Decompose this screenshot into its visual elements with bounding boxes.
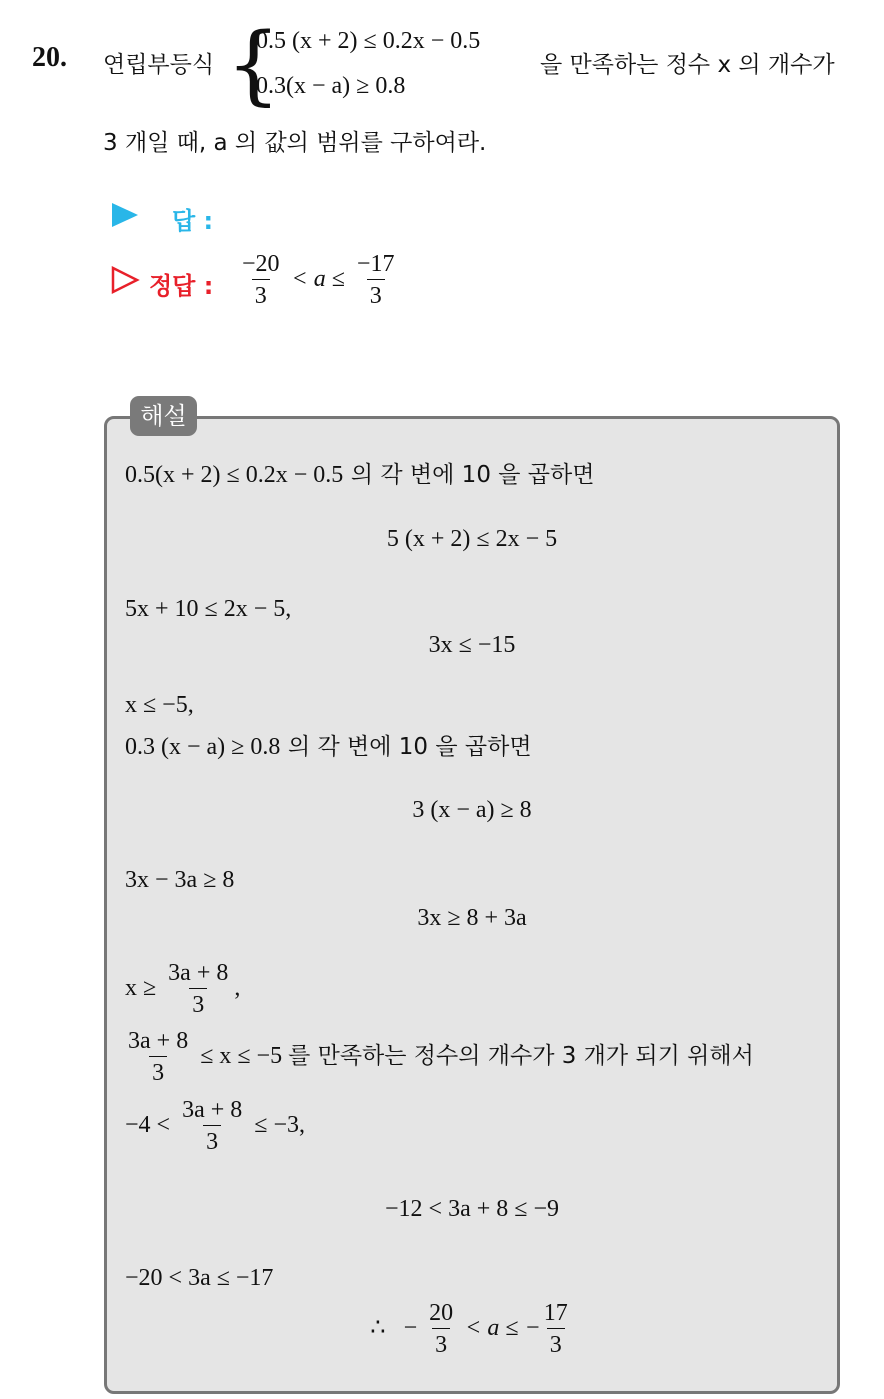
solution-line-14: −20 < 3a ≤ −17 [125, 1265, 274, 1291]
system-line-2: 0.3(x − a) ≥ 0.8 [256, 73, 406, 99]
correct-triangle-icon [110, 265, 140, 299]
solution-line-3: 5x + 10 ≤ 2x − 5, [125, 596, 292, 622]
solution-line-9: 3x ≥ 8 + 3a [417, 905, 527, 931]
solution-line-1: 0.5(x + 2) ≤ 0.2x − 0.5 의 각 변에 10 을 곱하면 [125, 462, 595, 488]
solution-line-8: 3x − 3a ≥ 8 [125, 867, 235, 893]
solution-line-7: 3 (x − a) ≥ 8 [412, 797, 532, 823]
system-brace: { [226, 15, 281, 115]
problem-stem-line2: 3 개일 때, a 의 값의 범위를 구하여라. [103, 130, 487, 156]
correct-answer [236, 249, 400, 312]
solution-tag: 해설 [130, 396, 197, 436]
solution-line-13: −12 < 3a + 8 ≤ −9 [385, 1196, 559, 1222]
answer-row [110, 200, 140, 234]
correct-left-den: 3 [252, 279, 270, 312]
answer-label: 답 : [172, 207, 214, 235]
solution-line-11: $\frac{3a + 8}{3}$ ≤ x ≤ −5 를 만족하는 정수의 개수가 3 개가 되기 위해서 [125, 1026, 754, 1089]
problem-intro: 연립부등식 [103, 52, 215, 78]
correct-right-den: 3 [367, 279, 385, 312]
solution-line-10: x ≥ $\frac{3a + 8}{3}$ , [125, 958, 240, 1021]
solution-line-15: ∴ − $\frac{20}{3}$ < a ≤ − $\frac{17}{3}$ [104, 1298, 840, 1361]
solution-line-12: −4 < $\frac{3a + 8}{3}$ ≤ −3, [125, 1095, 305, 1158]
solution-line-6: 0.3 (x − a) ≥ 0.8 의 각 변에 10 을 곱하면 [125, 734, 532, 760]
solution-line-2: 5 (x + 2) ≤ 2x − 5 [386, 526, 558, 552]
correct-left-num: −20 [242, 251, 280, 277]
correct-mid: < a ≤ [291, 266, 345, 293]
solution-line-5: x ≤ −5, [125, 692, 194, 718]
correct-right-num: −17 [356, 251, 395, 277]
problem-number: 20. [32, 42, 67, 73]
solution-line-4: 3x ≤ −15 [428, 632, 516, 658]
answer-triangle-icon [110, 200, 140, 230]
correct-label: 정답 : [149, 272, 214, 300]
system-line-1: 0.5 (x + 2) ≤ 0.2x − 0.5 [256, 28, 481, 54]
problem-stem: 을 만족하는 정수 x 의 개수가 [540, 52, 835, 78]
